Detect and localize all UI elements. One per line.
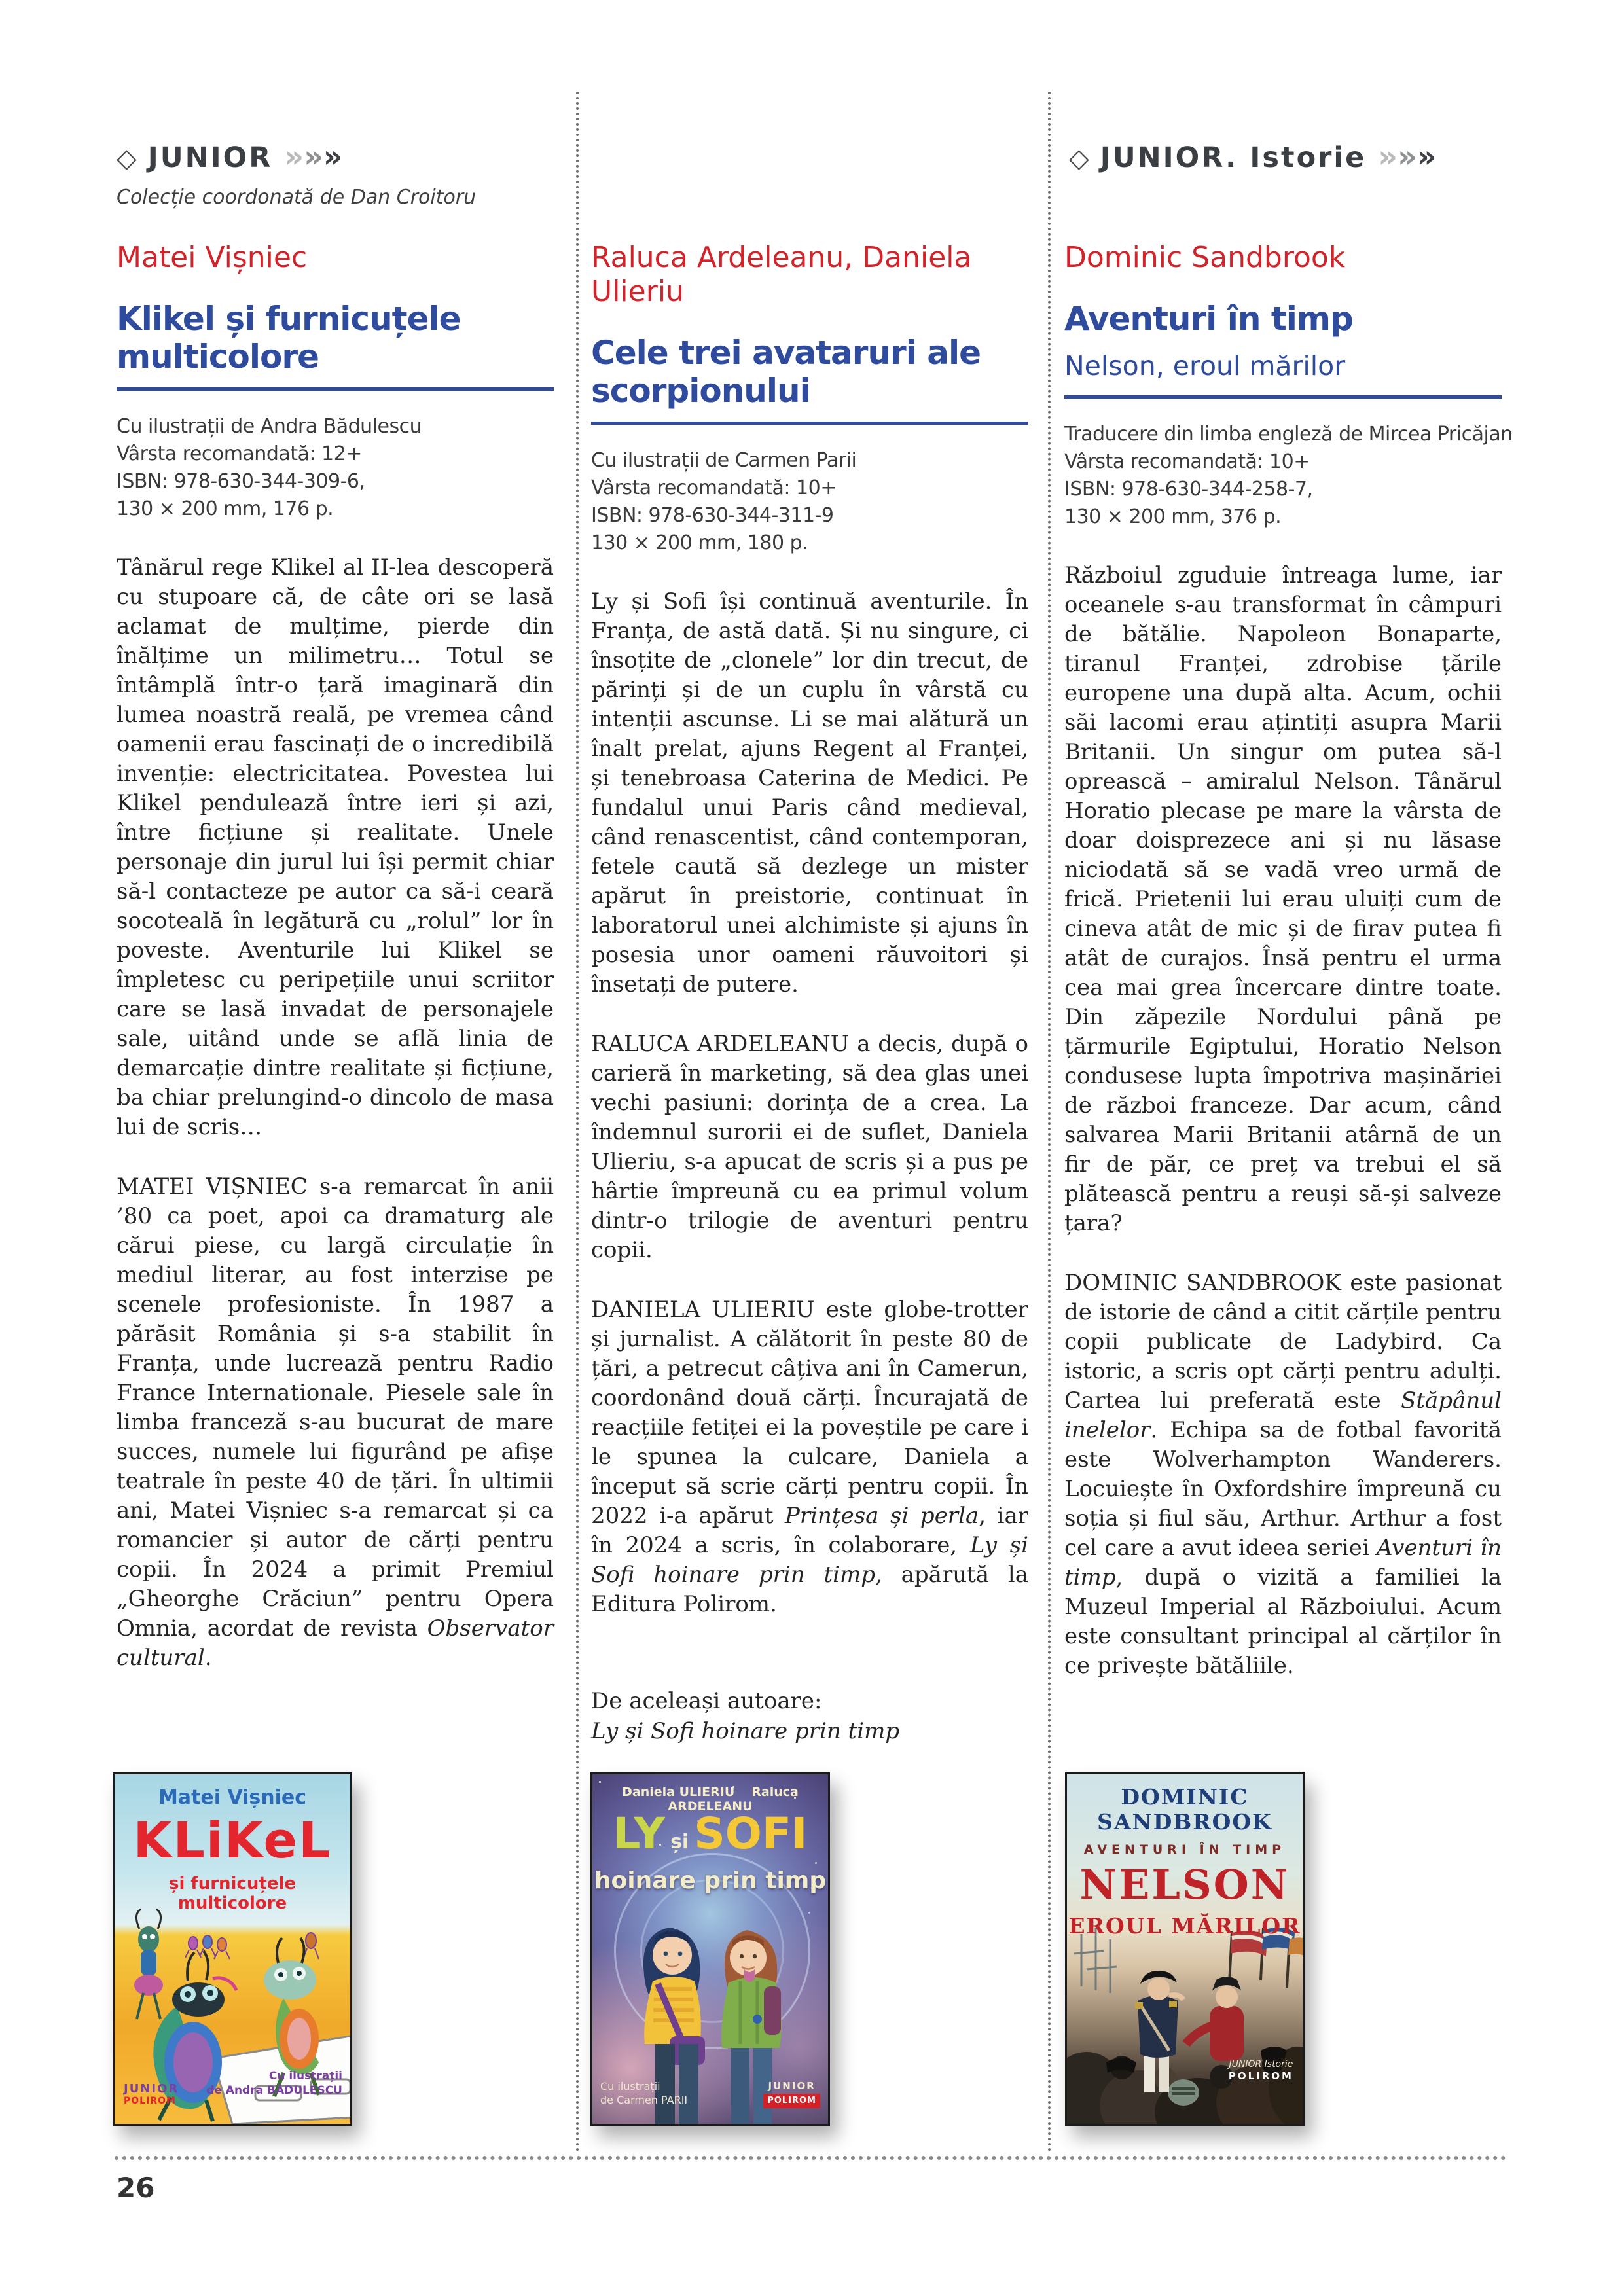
meta-age: Vârsta recomandată: 10+ — [1064, 450, 1310, 473]
publisher-logo: JUNIOR Istorie POLIROM — [1228, 2059, 1293, 2082]
nelson-crowd-illustration — [1067, 1928, 1305, 2124]
cover-illustrator-credit: Cu ilustrații de Carmen PARII — [600, 2080, 688, 2106]
meta-format: 130 × 200 mm, 376 p. — [1064, 505, 1282, 528]
author-bio — [117, 1172, 554, 1673]
cover-subtitle: EROUL MĂRILOR — [1068, 1913, 1301, 1939]
book-cover-ly-si-sofi — [590, 1772, 830, 2126]
book-author: Matei Vișniec — [117, 241, 308, 274]
book-subtitle: Nelson, eroul mărilor — [1064, 350, 1346, 382]
meta-isbn: ISBN: 978-630-344-309-6, — [117, 470, 365, 493]
title-rule — [1064, 395, 1502, 399]
cover-series: AVENTURI ÎN TIMP — [1083, 1842, 1286, 1857]
book-description: Ly și Sofi își continuă aventurile. În Franța, de astă dată. Și nu singure, ci însoțite de „clonele” lor din trecut, de părinți și de un cuplu în vârstă cu intenții ascunse. Li se mai alătură un înalt prelat, ajuns Regent al Franței, și tenebroasa Caterina de Medici. Pe fundalul unui Paris când medieval, când renascentist, când contemporan, fetele caută să dezlege un mister apărut în preistorie, continuat în laboratorul unei alchimiste și ajuns în posesia unor oameni răuvoitori și însetați de putere. — [591, 588, 1028, 997]
footer-divider — [115, 2156, 1506, 2160]
bio-italic-title: Aventuri în timp — [1064, 1535, 1502, 1590]
collection-label: JUNIOR — [147, 141, 273, 174]
bio-italic-title: Prințesa și perla — [785, 1503, 979, 1529]
stars-decoration — [599, 1781, 601, 1783]
book-title: Klikel și furnicuțele multicolore — [117, 300, 461, 376]
bio-italic-title: Ly și Sofi hoinare prin timp — [591, 1532, 1028, 1588]
cover-title-line2: hoinare prin timp — [594, 1867, 827, 1894]
chevron-right-icon: » — [323, 139, 343, 174]
diamond-icon: ◇ — [1069, 143, 1091, 173]
book-title: Aventuri în timp — [1064, 300, 1353, 338]
meta-isbn: ISBN: 978-630-344-258-7, — [1064, 478, 1313, 501]
bio-text: MATEI VIȘNIEC s-a remarcat în anii ’80 ca poet, apoi ca dramaturg ale cărui piese, cu largă circulație în mediul literar, au fost interzise pe scenele profesioniste. În 1987 a părăsit România și s-a stabilit în Franța, unde lucrează pentru Radio France Internationale. Piesele sale în limba franceză s-au bucurat de mare succes, numele lui figurând pe afișe teatrale în peste 40 de țări. În ultimii ani, Matei Vișniec s-a remarcat și ca romancier și autor de cărți pentru copii. În 2024 a primit Premiul „Gheorghe Crăciun” pentru Opera Omnia, acordat de revista — [117, 1174, 554, 1641]
chevron-right-icon: » — [1416, 139, 1437, 174]
also-by-label: De aceleași autoare: — [591, 1688, 822, 1714]
also-by-title: Ly și Sofi hoinare prin timp — [591, 1718, 900, 1744]
book-meta — [117, 413, 554, 523]
meta-age: Vârsta recomandată: 10+ — [591, 476, 837, 499]
title-rule — [591, 422, 1028, 425]
book-entry-nelson — [1064, 241, 1513, 1681]
column-divider-1 — [576, 92, 579, 2153]
collection-header-junior-istorie — [1069, 139, 1436, 174]
cover-title: NELSON — [1079, 1861, 1290, 1909]
meta-isbn: ISBN: 978-630-344-311-9 — [591, 504, 834, 527]
bio-text: , iar în 2024 a scris, în colaborare, — [591, 1503, 1029, 1558]
cover-title: KLiKeL — [133, 1811, 332, 1869]
bio-italic-title: Observator cultural — [117, 1615, 554, 1671]
page-number: 26 — [117, 2172, 155, 2204]
meta-illustrator: Cu ilustrații de Carmen Parii — [591, 449, 857, 472]
chevron-right-icon: » — [284, 139, 304, 174]
meta-format: 130 × 200 mm, 176 p. — [117, 497, 334, 520]
collection-coordinator: Colecție coordonată de Dan Croitoru — [117, 186, 477, 209]
book-description: Tânărul rege Klikel al II-lea descoperă cu stupoare că, de câte ori se lasă aclamat de mulțime, pierde din înălțime un milimetru… Totul se întâmplă într-o țară imaginară din lumea noastră reală, pe vremea când oamenii erau fascinați de o incredibilă invenție: electricitatea. Povestea lui Klikel pendulează între ieri și azi, între ficțiune și realitate. Unele personaje din jurul lui își permit chiar să-l contacteze pe autor ca să-i ceară socoteală în legătură cu „rolul” lor în poveste. Aventurile lui Klikel se împletesc cu peripețiile unui scriitor care se lasă invadat de personajele sale, uitând unde se află linia de demarcație dintre realitate și ficțiune, ba chiar prelungind-o dincolo de masa lui de scris… — [117, 554, 554, 1140]
author-bio — [591, 1295, 1028, 1619]
book-cover-nelson — [1065, 1772, 1305, 2126]
meta-format: 130 × 200 mm, 180 p. — [591, 531, 808, 554]
chevron-right-icon: » — [304, 139, 323, 174]
cover-subtitle: și furnicuțele multicolore — [168, 1874, 297, 1913]
book-meta — [591, 447, 1028, 557]
cover-author: DOMINIC SANDBROOK — [1097, 1784, 1272, 1835]
book-author: Raluca Ardeleanu, Daniela Ulieriu — [591, 241, 972, 308]
chevron-right-icon: » — [1397, 139, 1417, 174]
book-meta — [1064, 421, 1513, 531]
author-bio — [1064, 1268, 1502, 1681]
cover-authors: Daniela ULIERIU Raluca ARDELEANU — [622, 1785, 799, 1814]
book-title: Cele trei avataruri ale scorpionului — [591, 334, 981, 410]
meta-translator: Traducere din limba engleză de Mircea Pricăjan — [1064, 423, 1513, 446]
author-bio: RALUCA ARDELEANU a decis, după o carieră în marketing, să dea glas unei vechi pasiuni: dorința de a crea. La îndemnul surorii ei de suflet, Daniela Ulieriu, s-a apucat de scris și a pus pe hârtie împreună cu ea primul volum dintr-o trilogie de aventuri pentru copii. — [591, 1031, 1028, 1263]
bio-text: , după o vizită a familiei la Muzeul Imperial al Războiului. Acum este consultant principal al cărților în ce privește bătăliile. — [1064, 1564, 1502, 1679]
cover-author: Matei Vișniec — [158, 1786, 307, 1809]
collection-header-junior — [117, 139, 343, 174]
column-divider-2 — [1048, 92, 1051, 2153]
meta-illustrator: Cu ilustrații de Andra Bădulescu — [117, 415, 422, 438]
book-description: Războiul zguduie întreaga lume, iar oceanele s-au transformat în câmpuri de bătălie. Napoleon Bonaparte, tiranul Franței, zdrobise țările europene una după alta. Acum, ochii săi lacomi erau ațintiți asupra Marii Britanii. Un singur om putea să-l oprească – amiralul Nelson. Tânărul Horatio plecase pe mare la vârsta de doar doisprezece ani și nu lăsase niciodată să se vadă vreo urmă de frică. Prietenii lui erau uluiți cum de cineva atât de mic și de firav putea fi atât de curajos. Însă pentru el urma cea mai grea încercare dintre toate. Din zăpezile Nordului până pe țărmurile Egiptului, Horatio Nelson condusese lupta împotriva mașinăriei de război franceze. Dar acum, când salvarea Marii Britanii atârnă de un fir de păr, ce preț va trebui el să plătească pentru a reuși să-și salveze țara? — [1064, 562, 1502, 1236]
book-entry-avataruri — [591, 241, 1028, 1619]
diamond-icon: ◇ — [117, 143, 139, 173]
cover-illustrator-credit: Cu ilustrații de Andra BĂDULESCU — [206, 2070, 342, 2097]
bio-text: , apărută la Editura Polirom. — [591, 1562, 1028, 1617]
title-rule — [117, 387, 554, 391]
bio-text: DANIELA ULIERIU este globe-trotter și jurnalist. A călătorit în peste 80 de țări, a petrecut câțiva ani în Camerun, coordonând două cărți. Încurajată de reacțiile fetiței ei la poveștile pe care i le spunea la culcare, Daniela a început să scrie cărți pentru copii. În 2022 i-a apărut — [591, 1297, 1028, 1529]
publisher-logo: JUNIOR POLIROM — [763, 2080, 820, 2108]
book-cover-klikel — [113, 1772, 352, 2126]
bio-text: DOMINIC SANDBROOK este pasionat de istorie de când a citit cărțile pentru copii publicate de Ladybird. Ca istoric, a scris opt cărți pentru adulți. Cartea lui preferată este — [1064, 1270, 1502, 1414]
also-by-block — [591, 1686, 899, 1746]
book-entry-klikel — [117, 241, 554, 1673]
book-author: Dominic Sandbrook — [1064, 241, 1346, 274]
publisher-logo: JUNIOR POLIROM — [124, 2082, 179, 2106]
bio-italic-title: Stăpânul inelelor — [1064, 1388, 1502, 1443]
collection-label: JUNIOR. Istorie — [1100, 141, 1367, 174]
bio-text: . — [204, 1645, 212, 1671]
meta-age: Vârsta recomandată: 12+ — [117, 442, 362, 465]
chevron-right-icon: » — [1378, 139, 1398, 174]
bio-text: . Echipa sa de fotbal favorită este Wolverhampton Wanderers. Locuiește în Oxfordshire împreună cu soția și fiul său, Arthur. Arthur a fost cel care a avut ideea seriei — [1064, 1417, 1502, 1561]
cover-title: LY și SOFI — [613, 1808, 808, 1859]
